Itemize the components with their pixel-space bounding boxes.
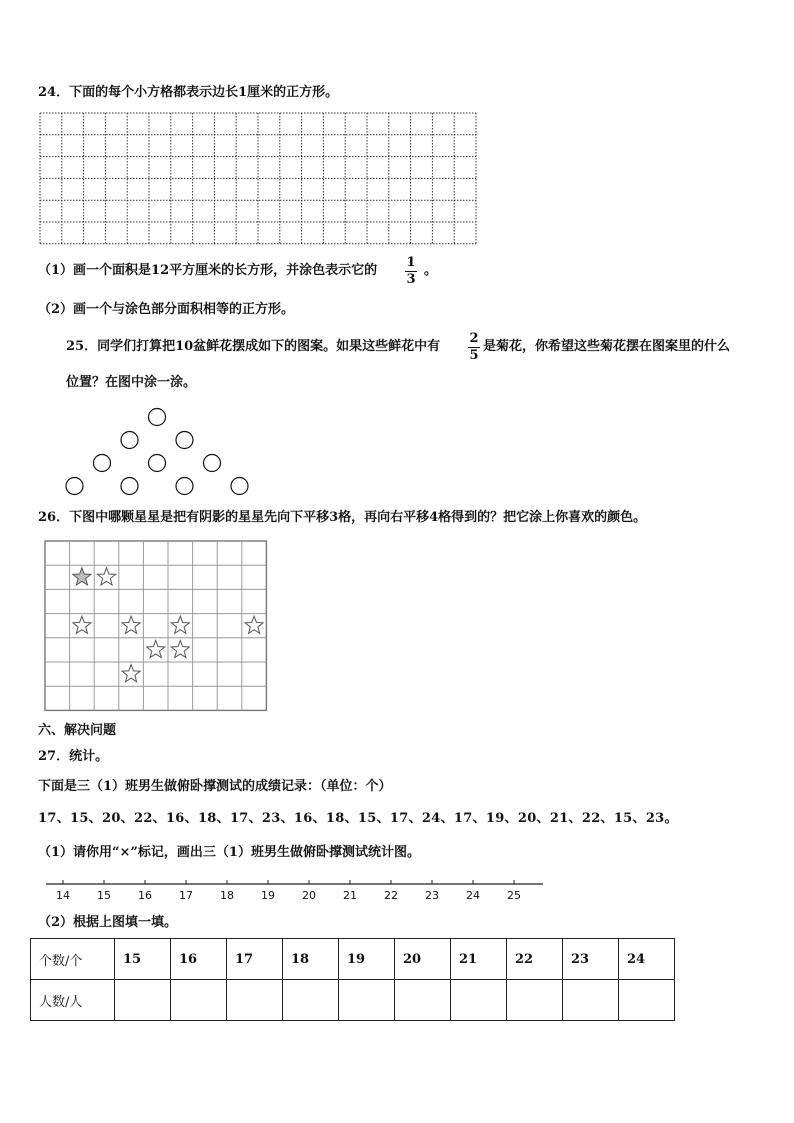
- table-cell: 20: [395, 939, 451, 980]
- q24-fraction-numerator: 1: [406, 255, 416, 270]
- q25-fraction: [467, 332, 481, 363]
- answer-cell[interactable]: [619, 980, 675, 1021]
- q24-sub1-end: 。: [424, 263, 438, 278]
- axis-tick-label: 18: [220, 889, 234, 902]
- section-six-heading: 六、解决问题: [38, 723, 117, 738]
- flower-circle: [121, 478, 138, 495]
- table-cell: 15: [115, 939, 171, 980]
- q27-title: 27．统计。: [38, 749, 109, 764]
- table-cell: 18: [283, 939, 339, 980]
- q24-square-grid[interactable]: [40, 113, 476, 245]
- q25-line1: 25．同学们打算把10盆鲜花摆成如下的图案。如果这些鲜花中有: [66, 339, 441, 354]
- table-row: [31, 939, 675, 980]
- axis-tick-label: 15: [97, 889, 111, 902]
- axis-tick-label: 22: [384, 889, 398, 902]
- answer-cell[interactable]: [507, 980, 563, 1021]
- q27-fill-table: [30, 938, 675, 1021]
- flower-circle: [149, 455, 166, 472]
- q25-line1-end: 是菊花，你希望这些菊花摆在图案里的什么: [483, 339, 731, 354]
- table-row: [31, 980, 675, 1021]
- axis-tick-label: 25: [507, 889, 521, 902]
- q24-sub1-text: （1）画一个面积是12平方厘米的长方形，并涂色表示它的: [38, 263, 378, 278]
- answer-cell[interactable]: [283, 980, 339, 1021]
- q27-intro: 下面是三（1）班男生做俯卧撑测试的成绩记录：（单位：个）: [38, 779, 392, 794]
- axis-tick-label: 16: [138, 889, 152, 902]
- table-cell: 23: [563, 939, 619, 980]
- table-cell: 21: [451, 939, 507, 980]
- table-cell: 19: [339, 939, 395, 980]
- answer-cell[interactable]: [395, 980, 451, 1021]
- table-cell: 17: [227, 939, 283, 980]
- axis-tick-label: 20: [302, 889, 316, 902]
- flower-circle: [149, 409, 166, 426]
- axis-tick-label: 21: [343, 889, 357, 902]
- q27-sub2-text: （2）根据上图填一填。: [38, 915, 178, 930]
- axis-tick-label: 23: [425, 889, 439, 902]
- q25-line2: 位置？在图中涂一涂。: [66, 375, 197, 390]
- answer-cell[interactable]: [171, 980, 227, 1021]
- table-cell: 22: [507, 939, 563, 980]
- flower-circle: [231, 478, 248, 495]
- q24-sub2-text: （2）画一个与涂色部分面积相等的正方形。: [38, 302, 295, 317]
- answer-cell[interactable]: [227, 980, 283, 1021]
- axis-tick-label: 19: [261, 889, 275, 902]
- flower-circle: [66, 478, 83, 495]
- flower-circle: [176, 432, 193, 449]
- q27-number-line[interactable]: [46, 872, 546, 904]
- axis-tick-label: 17: [179, 889, 193, 902]
- table-header-people: 人数/人: [31, 980, 115, 1021]
- axis-tick-label: 14: [56, 889, 70, 902]
- flower-circle: [176, 478, 193, 495]
- q27-sub1-text: （1）请你用“×”标记，画出三（1）班男生做俯卧撑测试统计图。: [38, 845, 420, 860]
- answer-cell[interactable]: [115, 980, 171, 1021]
- q27-data-list: 17、15、20、22、16、18、17、23、16、18、15、17、24、17、19、20、21、22、15、23。: [38, 811, 678, 826]
- q24-title: 24．下面的每个小方格都表示边长1厘米的正方形。: [38, 85, 339, 100]
- flower-circle: [121, 432, 138, 449]
- q24-fraction: [404, 256, 418, 287]
- q25-fraction-numerator: 2: [469, 331, 479, 346]
- table-cell: 24: [619, 939, 675, 980]
- answer-cell[interactable]: [563, 980, 619, 1021]
- q26-title: 26．下图中哪颗星星是把有阴影的星星先向下平移3格，再向右平移4格得到的？把它涂上你喜欢的颜色。: [38, 510, 647, 525]
- table-header-count: 个数/个: [31, 939, 115, 980]
- flower-circle: [204, 455, 221, 472]
- table-cell: 16: [171, 939, 227, 980]
- q25-fraction-denominator: 5: [469, 348, 479, 363]
- flower-circle: [94, 455, 111, 472]
- q24-fraction-denominator: 3: [406, 272, 416, 287]
- answer-cell[interactable]: [339, 980, 395, 1021]
- answer-cell[interactable]: [451, 980, 507, 1021]
- axis-tick-label: 24: [466, 889, 480, 902]
- q25-flower-pattern[interactable]: [60, 405, 260, 495]
- q26-star-grid[interactable]: [45, 541, 271, 711]
